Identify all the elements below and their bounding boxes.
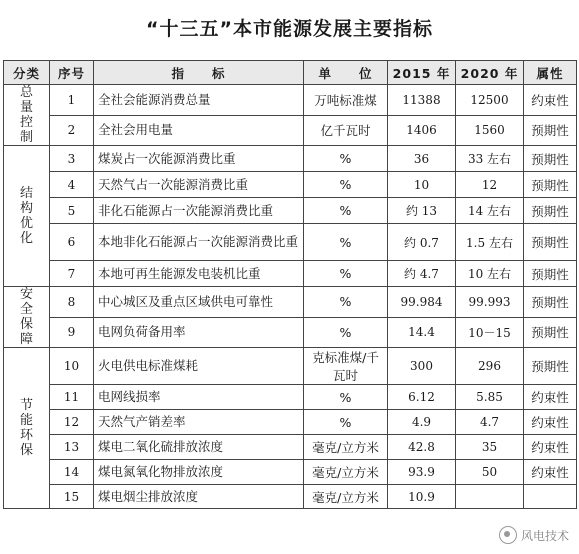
attribute-cell: 约束性	[524, 460, 577, 485]
unit-cell: %	[304, 172, 388, 198]
col-header-number: 序号	[50, 61, 94, 85]
unit-cell: %	[304, 224, 388, 261]
attribute-cell: 约束性	[524, 85, 577, 116]
unit-cell: %	[304, 261, 388, 287]
indicator-name: 全社会能源消费总量	[94, 85, 304, 116]
value-2015: 11388	[388, 85, 456, 116]
value-2020: 4.7	[456, 410, 524, 435]
table-body	[4, 85, 577, 509]
attribute-cell: 预期性	[524, 261, 577, 287]
value-2015: 约 13	[388, 198, 456, 224]
row-number: 11	[50, 385, 94, 410]
row-number: 6	[50, 224, 94, 261]
row-number: 13	[50, 435, 94, 460]
indicator-name: 天然气占一次能源消费比重	[94, 172, 304, 198]
indicator-name: 本地可再生能源发电装机比重	[94, 261, 304, 287]
value-2015: 10	[388, 172, 456, 198]
value-2015: 10.9	[388, 485, 456, 509]
value-2020: 33 左右	[456, 146, 524, 172]
value-2020: 10 左右	[456, 261, 524, 287]
table-row	[4, 410, 577, 435]
category-cell: 安 全 保 障	[4, 287, 50, 348]
value-2020: 1560	[456, 115, 524, 146]
unit-cell: %	[304, 198, 388, 224]
indicator-name: 非化石能源占一次能源消费比重	[94, 198, 304, 224]
value-2015: 300	[388, 348, 456, 385]
table-row	[4, 435, 577, 460]
row-number: 14	[50, 460, 94, 485]
attribute-cell: 预期性	[524, 172, 577, 198]
unit-cell: %	[304, 146, 388, 172]
unit-cell: 万吨标准煤	[304, 85, 388, 116]
col-header-category: 分类	[4, 61, 50, 85]
indicator-name: 全社会用电量	[94, 115, 304, 146]
value-2020: 99.993	[456, 287, 524, 318]
attribute-cell	[524, 485, 577, 509]
value-2020: 35	[456, 435, 524, 460]
value-2015: 42.8	[388, 435, 456, 460]
value-2015: 约 4.7	[388, 261, 456, 287]
unit-cell: 毫克/立方米	[304, 460, 388, 485]
table-header-row	[4, 61, 577, 85]
value-2020	[456, 485, 524, 509]
indicator-name: 煤电氮氧化物排放浓度	[94, 460, 304, 485]
page-title: “十三五”本市能源发展主要指标	[146, 18, 433, 40]
col-header-unit: 单 位	[304, 61, 388, 85]
value-2015: 4.9	[388, 410, 456, 435]
unit-cell: 毫克/立方米	[304, 435, 388, 460]
category-cell: 结 构 优 化	[4, 146, 50, 287]
energy-indicator-table	[3, 60, 577, 509]
indicator-name: 煤炭占一次能源消费比重	[94, 146, 304, 172]
row-number: 7	[50, 261, 94, 287]
attribute-cell: 预期性	[524, 146, 577, 172]
attribute-cell: 约束性	[524, 435, 577, 460]
attribute-cell: 预期性	[524, 115, 577, 146]
value-2015: 99.984	[388, 287, 456, 318]
attribute-cell: 约束性	[524, 410, 577, 435]
unit-cell: 亿千瓦时	[304, 115, 388, 146]
attribute-cell: 预期性	[524, 224, 577, 261]
table-row	[4, 85, 577, 116]
table-row	[4, 224, 577, 261]
value-2015: 约 0.7	[388, 224, 456, 261]
unit-cell: %	[304, 385, 388, 410]
table-row	[4, 198, 577, 224]
table-row	[4, 317, 577, 348]
indicator-name: 电网线损率	[94, 385, 304, 410]
value-2015: 93.9	[388, 460, 456, 485]
indicator-name: 煤电二氧化硫排放浓度	[94, 435, 304, 460]
value-2015: 14.4	[388, 317, 456, 348]
table-row	[4, 485, 577, 509]
watermark-text: 风电技术	[520, 528, 569, 543]
unit-cell: %	[304, 287, 388, 318]
table-row	[4, 261, 577, 287]
row-number: 15	[50, 485, 94, 509]
unit-cell: %	[304, 317, 388, 348]
category-cell: 节 能 环 保	[4, 348, 50, 509]
attribute-cell: 预期性	[524, 287, 577, 318]
col-header-2020: 2020 年	[456, 61, 524, 85]
value-2020: 1.5 左右	[456, 224, 524, 261]
row-number: 2	[50, 115, 94, 146]
indicator-name: 中心城区及重点区域供电可靠性	[94, 287, 304, 318]
value-2020: 14 左右	[456, 198, 524, 224]
value-2020: 5.85	[456, 385, 524, 410]
row-number: 4	[50, 172, 94, 198]
indicator-name: 火电供电标准煤耗	[94, 348, 304, 385]
value-2020: 12	[456, 172, 524, 198]
table-row	[4, 146, 577, 172]
col-header-indicator: 指 标	[94, 61, 304, 85]
value-2020: 10－15	[456, 317, 524, 348]
table-row	[4, 348, 577, 385]
indicator-name: 电网负荷备用率	[94, 317, 304, 348]
watermark	[499, 526, 569, 544]
table-row	[4, 172, 577, 198]
value-2015: 6.12	[388, 385, 456, 410]
row-number: 9	[50, 317, 94, 348]
value-2015: 36	[388, 146, 456, 172]
category-cell: 总 量 控 制	[4, 85, 50, 146]
attribute-cell: 预期性	[524, 348, 577, 385]
unit-cell: 克标准煤/千瓦时	[304, 348, 388, 385]
row-number: 10	[50, 348, 94, 385]
col-header-2015: 2015 年	[388, 61, 456, 85]
row-number: 12	[50, 410, 94, 435]
attribute-cell: 预期性	[524, 317, 577, 348]
attribute-cell: 预期性	[524, 198, 577, 224]
row-number: 1	[50, 85, 94, 116]
value-2020: 296	[456, 348, 524, 385]
indicator-name: 本地非化石能源占一次能源消费比重	[94, 224, 304, 261]
value-2020: 50	[456, 460, 524, 485]
unit-cell: %	[304, 410, 388, 435]
wechat-logo-icon	[499, 526, 517, 544]
row-number: 3	[50, 146, 94, 172]
value-2015: 1406	[388, 115, 456, 146]
table-row	[4, 115, 577, 146]
table-row	[4, 460, 577, 485]
row-number: 8	[50, 287, 94, 318]
table-row	[4, 287, 577, 318]
col-header-attribute: 属性	[524, 61, 577, 85]
row-number: 5	[50, 198, 94, 224]
attribute-cell: 约束性	[524, 385, 577, 410]
indicator-name: 天然气产销差率	[94, 410, 304, 435]
unit-cell: 毫克/立方米	[304, 485, 388, 509]
indicator-name: 煤电烟尘排放浓度	[94, 485, 304, 509]
value-2020: 12500	[456, 85, 524, 116]
table-row	[4, 385, 577, 410]
